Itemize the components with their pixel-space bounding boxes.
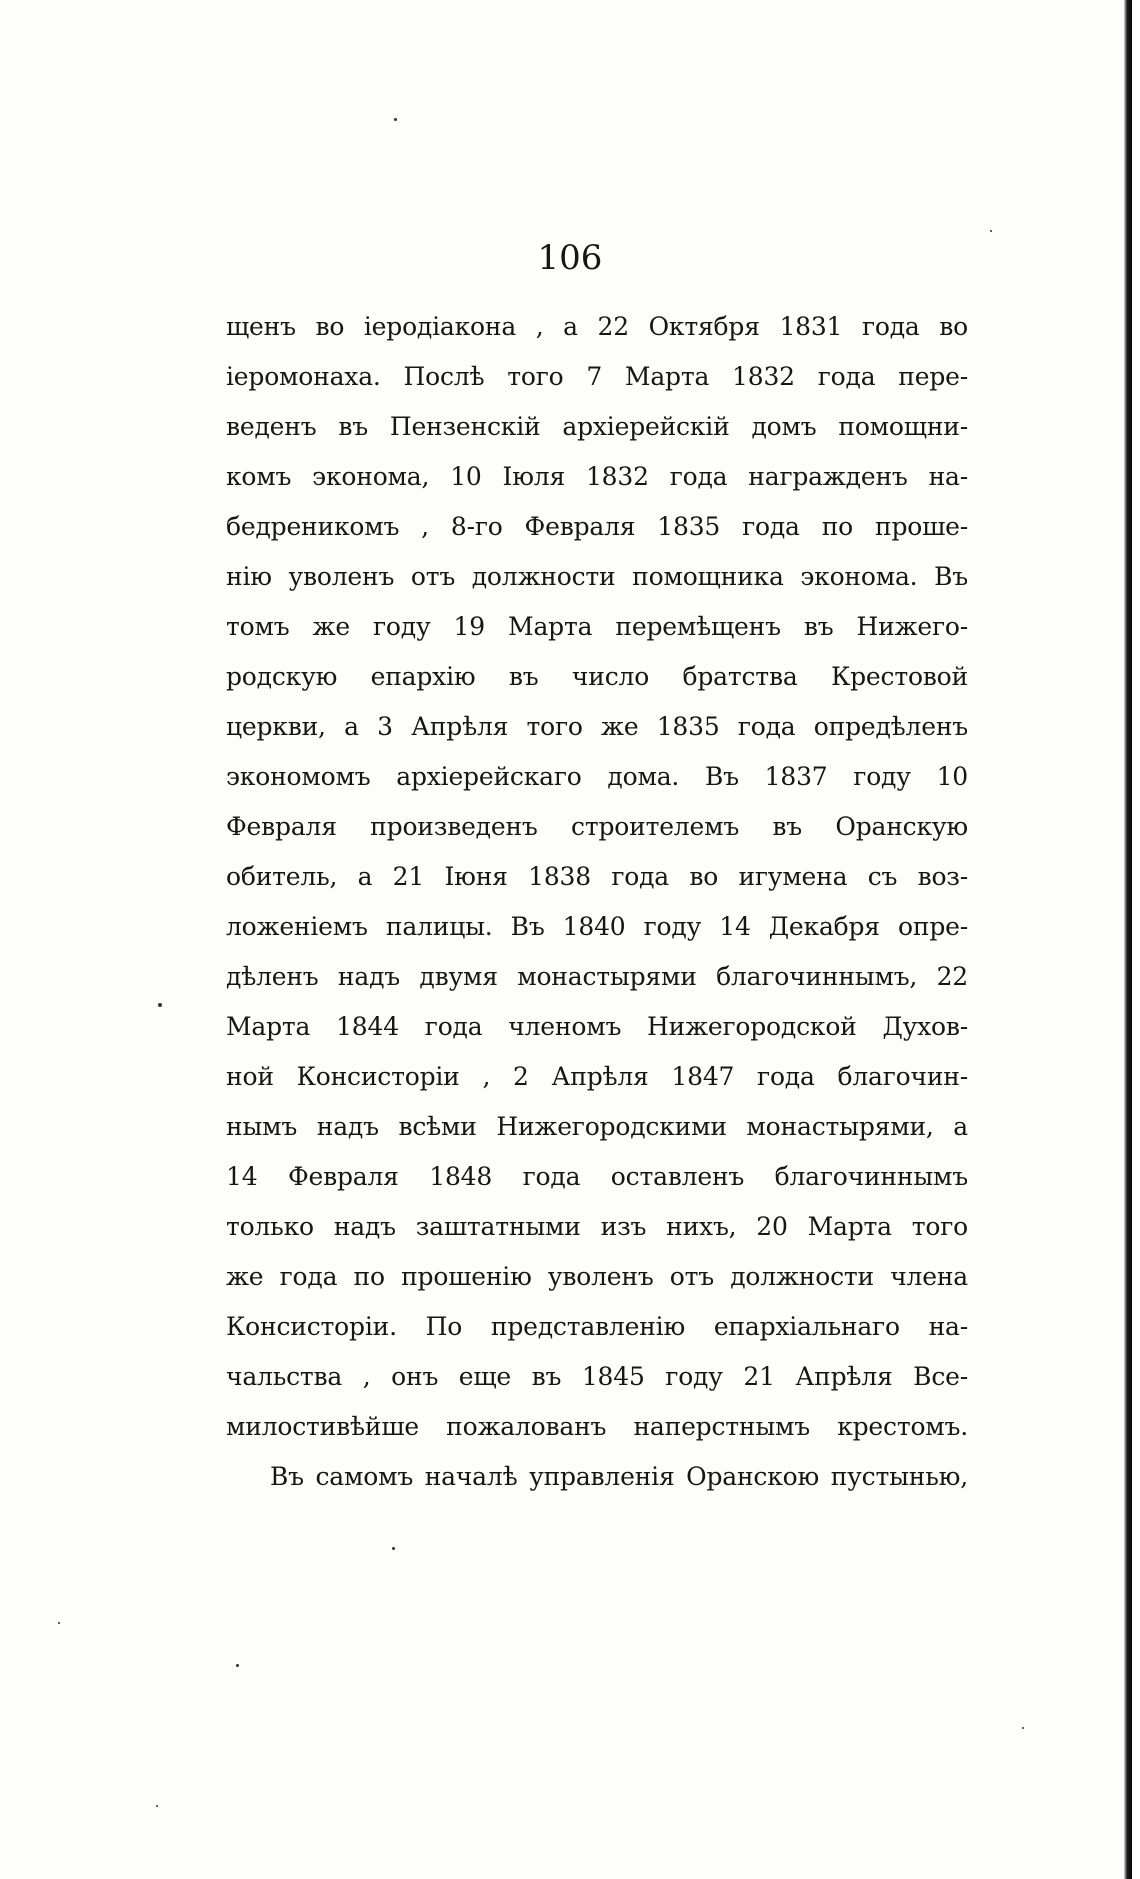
text-line: іеромонаха. Послѣ того 7 Марта 1832 года пере- <box>226 362 968 391</box>
print-speck <box>156 1805 158 1807</box>
text-line: экономомъ архіерейскаго дома. Въ 1837 году 10 <box>226 762 968 791</box>
text-line: ложеніемъ палицы. Въ 1840 году 14 Декабря опре- <box>226 912 968 941</box>
text-line: нію уволенъ отъ должности помощника эконома. Въ <box>226 562 968 591</box>
text-line: Въ самомъ началѣ управленія Оранскою пустынью, <box>270 1462 968 1491</box>
text-line: 14 Февраля 1848 года оставленъ благочиннымъ <box>226 1162 968 1191</box>
text-line: бедреникомъ , 8-го Февраля 1835 года по проше- <box>226 512 968 541</box>
text-line: нымъ надъ всѣми Нижегородскими монастырями, а <box>226 1112 968 1141</box>
text-line: Консисторіи. По представленію епархіальнаго на- <box>226 1312 968 1341</box>
print-speck <box>236 1664 239 1667</box>
page-edge-shadow <box>1124 0 1132 1879</box>
text-line: милостивѣйше пожалованъ наперстнымъ крестомъ. <box>226 1412 968 1441</box>
text-line: Марта 1844 года членомъ Нижегородской Духов- <box>226 1012 968 1041</box>
print-speck <box>394 118 397 121</box>
text-line: томъ же году 19 Марта перемѣщенъ въ Нижего- <box>226 612 968 641</box>
text-line: дѣленъ надъ двумя монастырями благочиннымъ, 22 <box>226 962 968 991</box>
print-speck <box>158 1003 162 1007</box>
print-speck <box>392 1547 395 1550</box>
text-line: щенъ во іеродіакона , а 22 Октября 1831 года во <box>226 312 968 341</box>
text-line: Февраля произведенъ строителемъ въ Оранскую <box>226 812 968 841</box>
page-margin <box>1132 0 1140 1879</box>
text-line: веденъ въ Пензенскій архіерейскій домъ помощни- <box>226 412 968 441</box>
print-speck <box>58 1622 60 1624</box>
text-line: родскую епархію въ число братства Крестовой <box>226 662 968 691</box>
text-line: ной Консисторіи , 2 Апрѣля 1847 года благочин- <box>226 1062 968 1091</box>
text-line: чальства , онъ еще въ 1845 году 21 Апрѣля Все- <box>226 1362 968 1391</box>
text-line: же года по прошенію уволенъ отъ должности члена <box>226 1262 968 1291</box>
text-line: обитель, а 21 Іюня 1838 года во игумена съ воз- <box>226 862 968 891</box>
text-line: церкви, а 3 Апрѣля того же 1835 года опредѣленъ <box>226 712 968 741</box>
body-text <box>226 302 968 1502</box>
print-speck <box>1022 1727 1024 1729</box>
page-number: 106 <box>537 238 603 278</box>
text-line: только надъ заштатными изъ нихъ, 20 Марта того <box>226 1212 968 1241</box>
text-line: комъ эконома, 10 Іюля 1832 года награжденъ на- <box>226 462 968 491</box>
print-speck <box>990 230 992 232</box>
